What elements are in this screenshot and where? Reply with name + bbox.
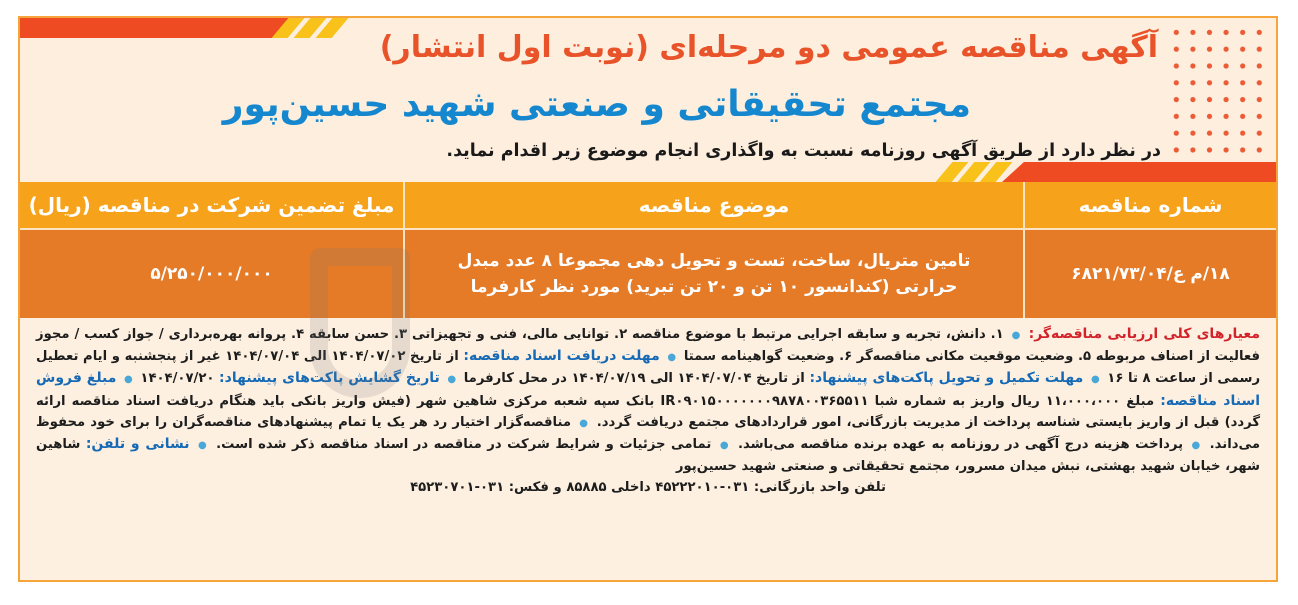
- tender-subject-cell: [403, 230, 1023, 318]
- note-details: تمامی جزئیات و شرایط شرکت در مناقصه در اسناد مناقصه ذکر شده است.: [216, 437, 712, 453]
- bullet-icon: ●: [719, 440, 730, 452]
- doc-receipt-label: مهلت دریافت اسناد مناقصه:: [463, 348, 660, 365]
- ad-header: [20, 18, 1276, 182]
- organization-name: مجتمع تحقیقاتی و صنعتی شهید حسین‌پور: [222, 84, 971, 125]
- bullet-icon: ●: [667, 352, 677, 364]
- decorative-dot-grid: [1168, 24, 1268, 164]
- criteria-text: ۱. دانش، تجربه و سابقه اجرایی مرتبط با موضوع مناقصه ۲. توانایی مالی، فنی و تجهیزاتی ۳. حسن سابقه ۴. پروانه بهره‌برداری / جواز کسب / مجوز فعالیت از اصناف مربوطه ۵. وضعیت موقعیت مکانی مناقصه‌گر ۶. وضعیت گواهینامه سمتا: [36, 327, 1260, 365]
- note-ad-cost: پرداخت هزینه درج آگهی در روزنامه به عهده برنده مناقصه می‌باشد.: [737, 437, 1184, 453]
- submission-text: از تاریخ ۱۴۰۴/۰۷/۰۴ الی ۱۴۰۴/۰۷/۱۹ در محل کارفرما: [463, 371, 805, 387]
- tender-advertisement: [18, 16, 1278, 582]
- address-text: شاهین شهر، خیابان شهید بهشتی، نبش میدان مسرور، مجتمع تحقیقاتی و صنعتی شهید حسین‌پور: [36, 437, 1260, 475]
- phone-line: تلفن واحد بازرگانی: ۰۳۱-۴۵۲۲۲۰۱۰ داخلی ۸۵۸۸۵ و فکس: ۰۳۱-۴۵۲۳۰۷۰۱: [410, 480, 886, 496]
- bullet-icon: ●: [124, 374, 133, 386]
- tender-subject: تامین متریال، ساخت، تست و تحویل دهی مجموعا ۸ عدد مبدل حرارتی (کندانسور ۱۰ تن و ۲۰ تن تبرید) مورد نظر کارفرما: [457, 251, 971, 297]
- ad-title: آگهی مناقصه عمومی دو مرحله‌ای (نوبت اول انتشار): [379, 30, 1158, 65]
- tender-table: [20, 182, 1276, 320]
- ad-subtitle: در نظر دارد از طریق آگهی روزنامه نسبت به واگذاری انجام موضوع زیر اقدام نماید.: [446, 141, 1161, 161]
- decorative-stripes: [930, 162, 1010, 182]
- price-text: مبلغ ۱۱،۰۰۰،۰۰۰ ریال واریز به شماره شبا IR۰۹۰۱۵۰۰۰۰۰۰۰۹۸۷۸۰۰۳۶۵۵۱۱ بانک سپه شعبه مرکزی شاهین شهر (فیش واریز بانکی باید هنگام دریافت اسناد مناقصه ارائه گردد) قبل از واریز بایستی شناسه پرداخت از مدیریت بازرگانی، امور قراردادهای مجتمع دریافت گردد.: [36, 393, 1261, 430]
- table-header-row: [20, 182, 1276, 230]
- bullet-icon: ●: [1011, 330, 1021, 341]
- tender-details: [36, 324, 1260, 499]
- table-row: [20, 230, 1276, 318]
- bullet-icon: ●: [1191, 440, 1202, 452]
- bullet-icon: ●: [447, 374, 457, 386]
- criteria-label: معیارهای کلی ارزیابی مناقصه‌گر:: [1028, 326, 1260, 342]
- bullet-icon: ●: [1090, 374, 1100, 386]
- price-label: مبلغ فروش اسناد مناقصه:: [36, 370, 1261, 409]
- decorative-stripes: [266, 18, 346, 38]
- column-header-subject: موضوع مناقصه: [403, 182, 1023, 228]
- submission-label: مهلت تکمیل و تحویل پاکت‌های پیشنهاد:: [809, 370, 1084, 387]
- bullet-icon: ●: [198, 440, 208, 452]
- column-header-guarantee: مبلغ تضمین شرکت در مناقصه (ریال): [28, 193, 395, 217]
- bullet-icon: ●: [579, 417, 589, 429]
- decorative-bar: [1002, 162, 1276, 182]
- note-rejection-right: مناقصه‌گزار اختیار رد هر یک یا تمام پیشنهادهای مناقصه‌گران را برای خود محفوظ می‌داند.: [36, 414, 1261, 453]
- opening-text: ۱۴۰۴/۰۷/۲۰: [140, 371, 215, 387]
- tender-number: ۱۸/م ع/۶۸۲۱/۷۳/۰۴: [1023, 230, 1276, 318]
- address-label: نشانی و تلفن:: [85, 436, 190, 453]
- doc-receipt-text: از تاریخ ۱۴۰۴/۰۷/۰۲ الی ۱۴۰۴/۰۷/۰۴ غیر از پنجشنبه و ایام تعطیل رسمی از ساعت ۸ تا ۱۶: [36, 349, 1261, 387]
- opening-label: تاریخ گشایش پاکت‌های پیشنهاد:: [219, 370, 440, 387]
- column-header-number: شماره مناقصه: [1023, 182, 1276, 228]
- decorative-bar: [20, 18, 295, 38]
- guarantee-amount: ۵/۲۵۰/۰۰۰/۰۰۰: [150, 264, 273, 284]
